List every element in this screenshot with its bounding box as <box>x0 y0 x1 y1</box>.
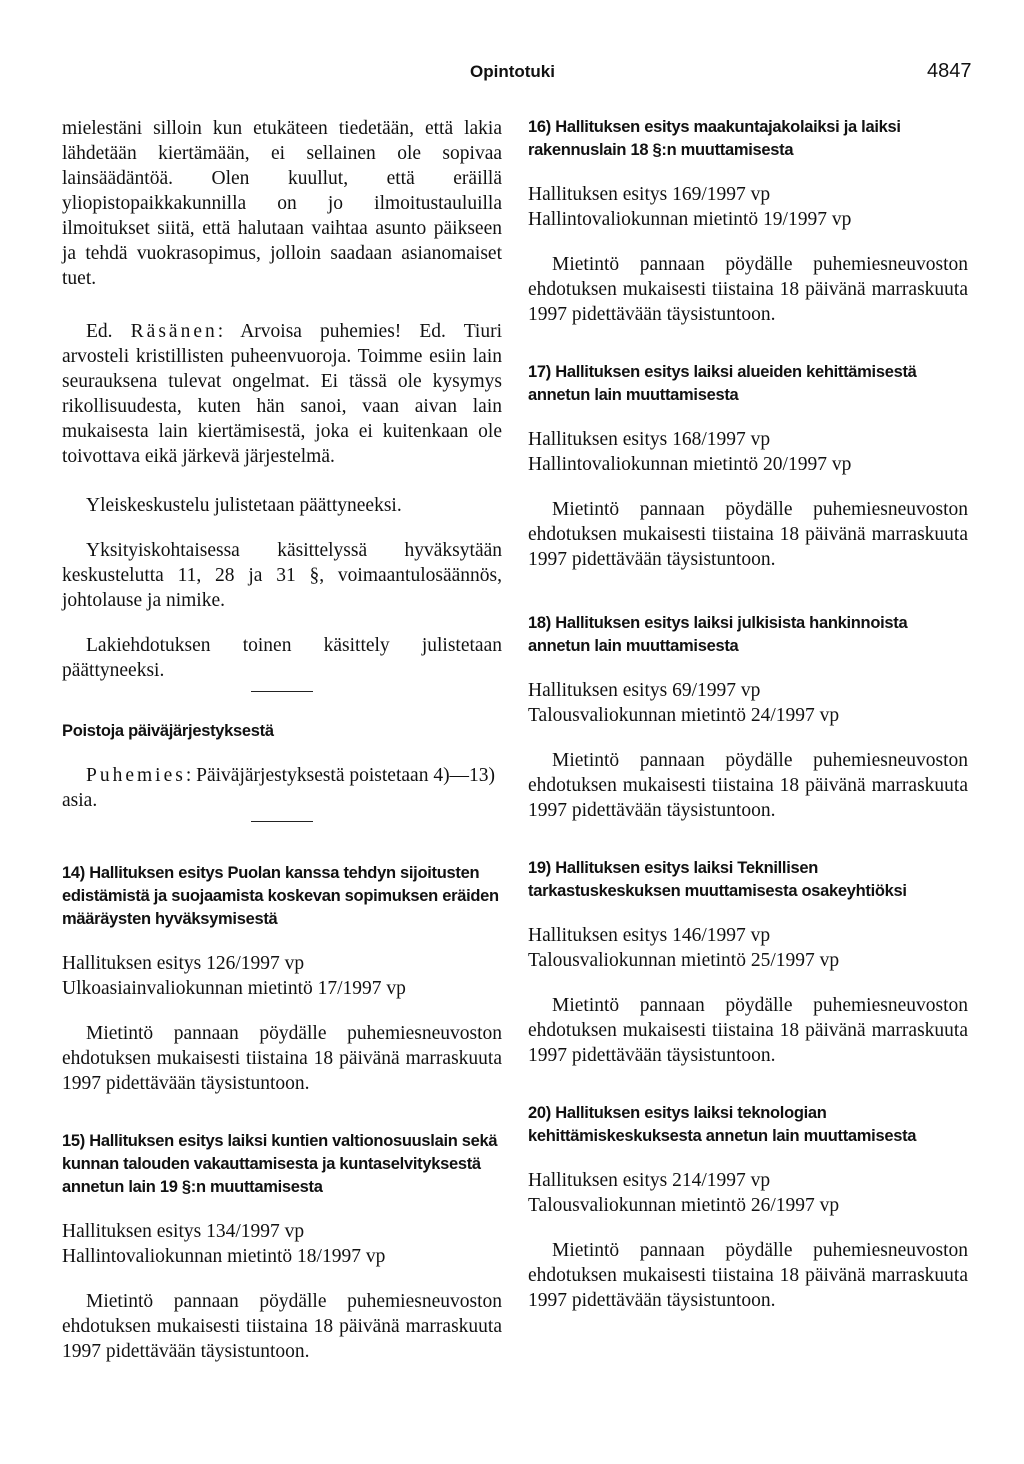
paragraph: Yksityiskohtaisessa käsittelyssä hyväksytään keskustelutta 11, 28 ja 31 §, voimaantulosäännös, johtolause ja nimike. <box>62 540 502 611</box>
agenda-item-heading: 14) Hallituksen esitys Puolan kanssa tehdyn sijoitusten edistämistä ja suojaamista koskevan sopimuksen eräiden määräysten hyväksymisestä <box>62 864 499 928</box>
reference-line: Hallituksen esitys 134/1997 vp <box>62 1221 305 1242</box>
agenda-item-heading: 15) Hallituksen esitys laiksi kuntien valtionosuuslain sekä kunnan talouden vakauttamisesta ja kuntaselvityksestä annetun lain 19 §:n muuttamisesta <box>62 1132 498 1196</box>
decision-text: Mietintö pannaan pöydälle puhemiesneuvoston ehdotuksen mukaisesti tiistaina 18 päivänä marraskuuta 1997 pidettävään täysistuntoon. <box>528 1240 968 1311</box>
speaker-name: Räsänen <box>130 321 218 342</box>
reference-line: Hallintovaliokunnan mietintö 18/1997 vp <box>62 1246 386 1267</box>
reference-line: Talousvaliokunnan mietintö 25/1997 vp <box>528 950 840 971</box>
decision-text: Mietintö pannaan pöydälle puhemiesneuvoston ehdotuksen mukaisesti tiistaina 18 päivänä marraskuuta 1997 pidettävään täysistuntoon. <box>528 254 968 325</box>
reference-line: Hallituksen esitys 126/1997 vp <box>62 953 305 974</box>
left-column <box>62 116 502 1364</box>
decision-text: Mietintö pannaan pöydälle puhemiesneuvoston ehdotuksen mukaisesti tiistaina 18 päivänä marraskuuta 1997 pidettävään täysistuntoon. <box>62 1023 502 1094</box>
reference-line: Hallituksen esitys 168/1997 vp <box>528 429 771 450</box>
reference-line: Hallituksen esitys 146/1997 vp <box>528 925 771 946</box>
agenda-item-heading: 17) Hallituksen esitys laiksi alueiden kehittämisestä annetun lain muuttamisesta <box>528 363 917 404</box>
paragraph: mielestäni silloin kun etukäteen tiedetään, että lakia lähdetään kiertämään, ei sellainen ole sopivaa lainsäädäntöä. Olen kuullut, että eräillä yliopistopaikkakunnilla on jo ilmoitustauluilla ilmoitukset siitä, että halutaan vaihtaa asunto päikseen ja tehdä vuokrasopimus, jolloin saadaan asianomaiset tuet. <box>62 118 502 289</box>
reference-line: Hallintovaliokunnan mietintö 20/1997 vp <box>528 454 852 475</box>
paragraph: Yleiskeskustelu julistetaan päättyneeksi. <box>86 495 402 516</box>
reference-line: Hallituksen esitys 69/1997 vp <box>528 680 761 701</box>
agenda-item-heading: 20) Hallituksen esitys laiksi teknologian kehittämiskeskuksesta annetun lain muuttamisesta <box>528 1104 917 1145</box>
page-number: 4847 <box>927 60 972 82</box>
section-heading: Poistoja päiväjärjestyksestä <box>62 722 274 740</box>
decision-text: Mietintö pannaan pöydälle puhemiesneuvoston ehdotuksen mukaisesti tiistaina 18 päivänä marraskuuta 1997 pidettävään täysistuntoon. <box>528 995 968 1066</box>
speech-paragraph: Puhemies: Päiväjärjestyksestä poistetaan 4)—13) asia. <box>62 765 496 811</box>
page-header <box>0 62 1024 92</box>
decision-text: Mietintö pannaan pöydälle puhemiesneuvoston ehdotuksen mukaisesti tiistaina 18 päivänä marraskuuta 1997 pidettävään täysistuntoon. <box>528 750 968 821</box>
reference-line: Hallituksen esitys 214/1997 vp <box>528 1170 771 1191</box>
paragraph: Lakiehdotuksen toinen käsittely julistetaan päättyneeksi. <box>62 635 502 681</box>
reference-line: Hallintovaliokunnan mietintö 19/1997 vp <box>528 209 852 230</box>
agenda-item-heading: 19) Hallituksen esitys laiksi Teknillisen tarkastuskeskuksen muuttamisesta osakeyhtiöksi <box>528 859 907 900</box>
agenda-item-heading: 18) Hallituksen esitys laiksi julkisista hankinnoista annetun lain muuttamisesta <box>528 614 908 655</box>
agenda-item-heading: 16) Hallituksen esitys maakuntajakolaiksi ja laiksi rakennuslain 18 §:n muuttamisesta <box>528 118 901 159</box>
running-title: Opintotuki <box>470 62 555 81</box>
reference-line: Hallituksen esitys 169/1997 vp <box>528 184 771 205</box>
reference-line: Talousvaliokunnan mietintö 26/1997 vp <box>528 1195 840 1216</box>
right-column <box>528 116 968 1313</box>
reference-line: Ulkoasiainvaliokunnan mietintö 17/1997 vp <box>62 978 406 999</box>
decision-text: Mietintö pannaan pöydälle puhemiesneuvoston ehdotuksen mukaisesti tiistaina 18 päivänä marraskuuta 1997 pidettävään täysistuntoon. <box>62 1291 502 1362</box>
reference-line: Talousvaliokunnan mietintö 24/1997 vp <box>528 705 840 726</box>
speech-paragraph: Ed. Räsänen: Arvoisa puhemies! Ed. Tiuri arvosteli kristillisten puheenvuoroja. Toimme esiin lain seurauksena tulevat ongelmat. Ei tässä ole kysymys rikollisuudesta, kuten hän sanoi, vaan aivan lain mukaisesta lain kiertämisestä, joka ei kuitenkaan ole toivottava eikä järkevä järjestelmä. <box>62 321 503 467</box>
speaker-name: Puhemies <box>86 765 186 786</box>
decision-text: Mietintö pannaan pöydälle puhemiesneuvoston ehdotuksen mukaisesti tiistaina 18 päivänä marraskuuta 1997 pidettävään täysistuntoon. <box>528 499 968 570</box>
